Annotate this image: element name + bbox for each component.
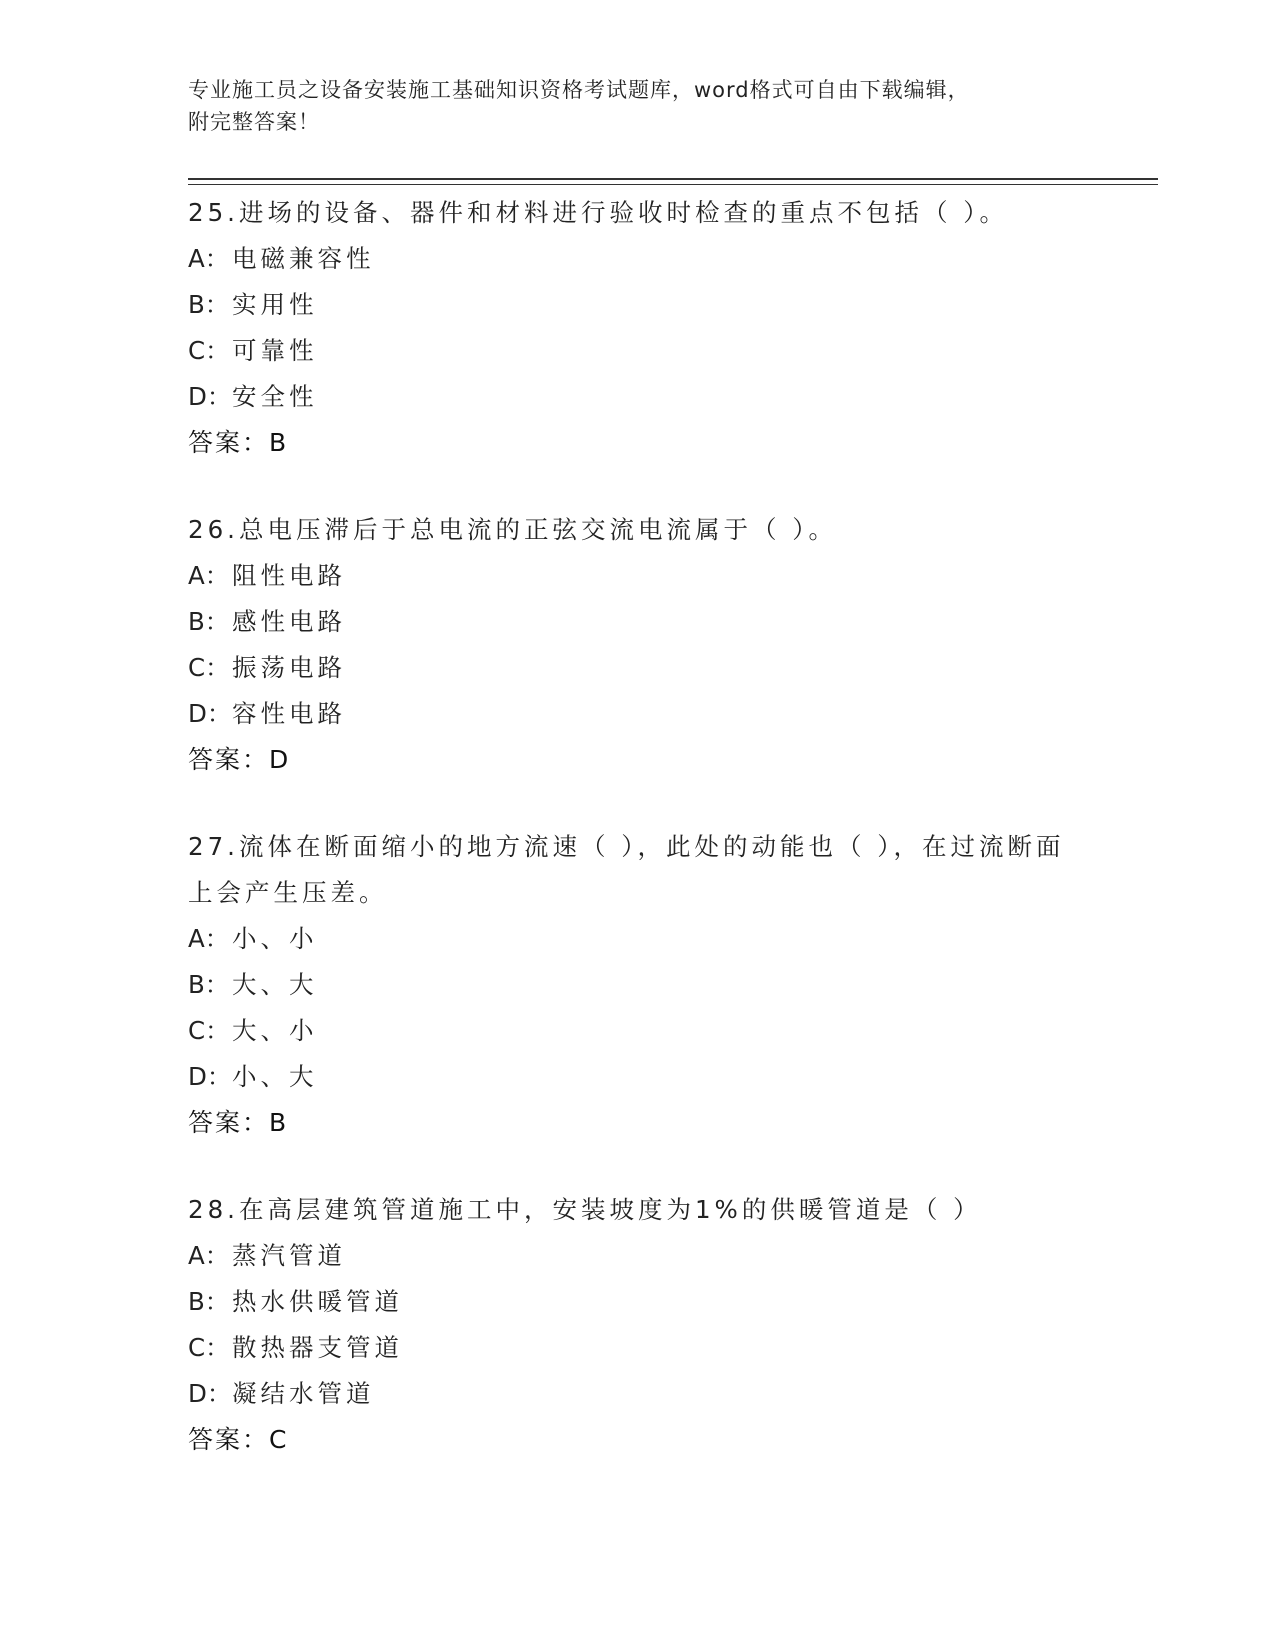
option-a <box>188 236 1088 282</box>
option-letter: C： <box>188 653 230 682</box>
header-line-1: 专业施工员之设备安装施工基础知识资格考试题库，word格式可自由下载编辑， <box>188 78 970 102</box>
option-c <box>188 1325 1088 1371</box>
question-27 <box>188 824 1088 1146</box>
option-letter: B： <box>188 607 230 636</box>
question-26 <box>188 507 1088 783</box>
option-letter: D： <box>188 699 232 728</box>
option-c <box>188 1008 1088 1054</box>
question-28 <box>188 1187 1088 1463</box>
option-text: 凝结水管道 <box>232 1379 375 1408</box>
option-text: 阻性电路 <box>232 561 346 590</box>
option-d <box>188 691 1088 737</box>
answer-line <box>188 737 1088 783</box>
option-letter: C： <box>188 336 230 365</box>
option-a <box>188 1233 1088 1279</box>
question-number: 26. <box>188 515 239 544</box>
option-letter: B： <box>188 1287 230 1316</box>
option-text: 可靠性 <box>232 336 318 365</box>
question-number: 27. <box>188 832 239 861</box>
question-text: 在高层建筑管道施工中，安装坡度为1%的供暖管道是（ ） <box>238 1195 982 1224</box>
answer-label: 答案： <box>188 1108 270 1137</box>
header-line-2: 附完整答案！ <box>188 110 320 134</box>
option-text: 感性电路 <box>232 607 346 636</box>
question-list <box>188 190 1088 1504</box>
document-header <box>188 74 1088 138</box>
answer-line <box>188 1100 1088 1146</box>
option-b <box>188 1279 1088 1325</box>
option-text: 热水供暖管道 <box>232 1287 403 1316</box>
option-letter: D： <box>188 1062 232 1091</box>
option-b <box>188 962 1088 1008</box>
option-letter: C： <box>188 1016 230 1045</box>
question-stem <box>188 190 1068 236</box>
option-letter: D： <box>188 1379 232 1408</box>
answer-line <box>188 1417 1088 1463</box>
question-stem <box>188 824 1068 916</box>
option-letter: B： <box>188 290 230 319</box>
option-letter: A： <box>188 561 230 590</box>
option-text: 电磁兼容性 <box>232 244 375 273</box>
option-d <box>188 1371 1088 1417</box>
question-25 <box>188 190 1088 466</box>
option-text: 蒸汽管道 <box>232 1241 346 1270</box>
option-letter: A： <box>188 1241 230 1270</box>
answer-label: 答案： <box>188 428 270 457</box>
option-text: 实用性 <box>232 290 318 319</box>
option-c <box>188 645 1088 691</box>
header-divider-thin <box>188 184 1158 185</box>
option-letter: A： <box>188 244 230 273</box>
option-letter: B： <box>188 970 230 999</box>
answer-label: 答案： <box>188 1425 270 1454</box>
option-text: 容性电路 <box>232 699 346 728</box>
option-text: 振荡电路 <box>232 653 346 682</box>
option-text: 大、小 <box>232 1016 318 1045</box>
option-letter: A： <box>188 924 230 953</box>
option-text: 安全性 <box>232 382 318 411</box>
question-number: 25. <box>188 198 239 227</box>
option-text: 小、大 <box>232 1062 318 1091</box>
option-b <box>188 599 1088 645</box>
answer-value: B <box>269 428 289 457</box>
question-stem <box>188 1187 1068 1233</box>
option-letter: C： <box>188 1333 230 1362</box>
option-text: 小、小 <box>232 924 318 953</box>
option-d <box>188 1054 1088 1100</box>
question-text: 流体在断面缩小的地方流速（ ），此处的动能也（ ），在过流断面上会产生压差。 <box>188 832 1065 907</box>
option-a <box>188 916 1088 962</box>
option-d <box>188 374 1088 420</box>
question-stem <box>188 507 1068 553</box>
question-text: 总电压滞后于总电流的正弦交流电流属于（ ）。 <box>238 515 838 544</box>
answer-line <box>188 420 1088 466</box>
question-text: 进场的设备、器件和材料进行验收时检查的重点不包括（ ）。 <box>238 198 1009 227</box>
answer-value: B <box>269 1108 289 1137</box>
header-divider-thick <box>188 178 1158 180</box>
option-a <box>188 553 1088 599</box>
option-letter: D： <box>188 382 232 411</box>
option-text: 散热器支管道 <box>232 1333 403 1362</box>
question-number: 28. <box>188 1195 239 1224</box>
option-b <box>188 282 1088 328</box>
answer-label: 答案： <box>188 745 270 774</box>
answer-value: C <box>269 1425 289 1454</box>
option-c <box>188 328 1088 374</box>
answer-value: D <box>269 745 291 774</box>
option-text: 大、大 <box>232 970 318 999</box>
